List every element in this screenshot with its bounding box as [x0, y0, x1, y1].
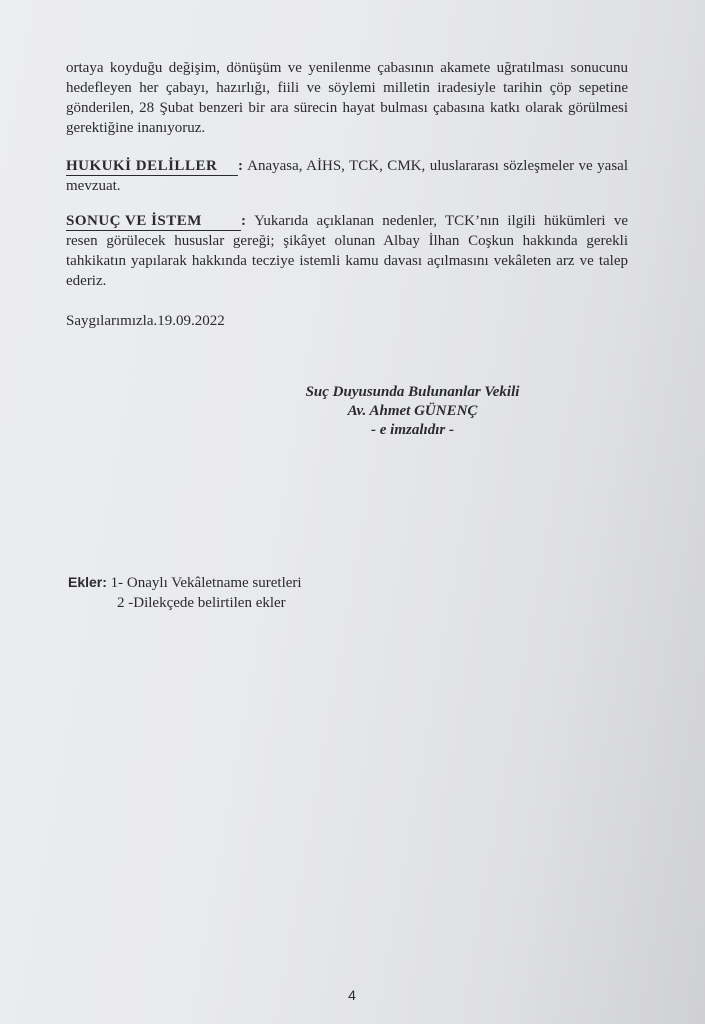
- legal-evidence-separator: :: [238, 158, 244, 174]
- attachments-label: Ekler:: [68, 574, 107, 590]
- conclusion-request-separator: :: [241, 213, 247, 229]
- attachments-row-1: [68, 572, 302, 593]
- legal-evidence-section: [66, 156, 628, 196]
- conclusion-request-section: [66, 211, 628, 291]
- attachment-item: 2 -Dilekçede belirtilen ekler: [117, 595, 286, 611]
- conclusion-request-heading: SONUÇ VE İSTEM: [66, 213, 241, 231]
- signature-e-signed-note: - e imzalıdır -: [371, 422, 454, 438]
- legal-evidence-heading: HUKUKİ DELİLLER: [66, 158, 238, 176]
- attachments-row-2: [68, 593, 302, 613]
- conclusion-request-text: Yukarıda açıklanan nedenler, TCK’nın ilgili hükümleri ve resen görülecek hususlar gereği; şikâyet olunan Albay İlhan Coşkun hakkında gerekli tahkikatın yapılarak hakkında tecziye istemli kamu davası açılmasını vekâleten arz ve talep ederiz.: [66, 213, 628, 289]
- signature-title: Suç Duyusunda Bulunanlar Vekili: [305, 384, 520, 400]
- attachment-item: 1- Onaylı Vekâletname suretleri: [110, 575, 302, 591]
- signature-name: Av. Ahmet GÜNENÇ: [347, 403, 478, 419]
- legal-evidence-text: Anayasa, AİHS, TCK, CMK, uluslararası sözleşmeler ve yasal mevzuat.: [66, 158, 628, 194]
- page-number: 4: [348, 987, 356, 1003]
- attachments-section: [68, 572, 302, 613]
- intro-paragraph: ortaya koyduğu değişim, dönüşüm ve yenilenme çabasının akamete uğratılması sonucunu hedefleyen her çabayı, hazırlığı, fiili ve söylemi milletin iradesiyle tarihin çöp sepetine gönderilen, 28 Şubat benzeri bir ara sürecin hayat bulması çabasına katkı olarak görülmesi gerektiğine inanıyoruz.: [66, 60, 628, 136]
- closing-greeting: Saygılarımızla.19.09.2022: [66, 313, 225, 329]
